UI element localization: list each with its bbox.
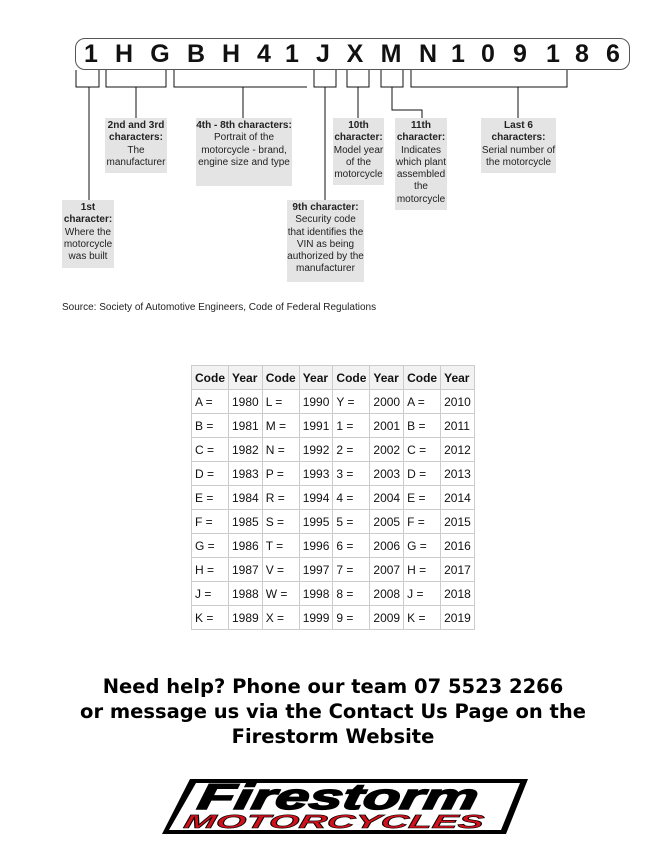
- year-cell: 1980: [229, 390, 263, 414]
- year-cell: 1998: [299, 582, 333, 606]
- label-text: Security code that identifies the VIN as being authorized by the manufacturer: [287, 214, 364, 275]
- label-10th-character: [333, 118, 384, 185]
- vin-character: 8: [575, 40, 589, 68]
- label-text: Portrait of the motorcycle - brand, engine size and type: [198, 132, 290, 168]
- code-cell: N =: [262, 438, 299, 462]
- year-cell: 1992: [299, 438, 333, 462]
- code-cell: 3 =: [333, 462, 370, 486]
- year-cell: 1988: [229, 582, 263, 606]
- label-text: Model year of the motorcycle: [333, 144, 384, 181]
- vin-character: M: [380, 40, 402, 68]
- year-cell: 1984: [229, 486, 263, 510]
- code-cell: D =: [192, 462, 229, 486]
- label-2nd-3rd-characters: [105, 118, 167, 173]
- code-cell: L =: [262, 390, 299, 414]
- vin-character: N: [418, 40, 438, 68]
- code-cell: 4 =: [333, 486, 370, 510]
- column-header: Code: [262, 366, 299, 390]
- year-cell: 1994: [299, 486, 333, 510]
- year-cell: 2004: [370, 486, 404, 510]
- year-cell: 2000: [370, 390, 404, 414]
- vin-character: 9: [513, 40, 527, 68]
- code-cell: X =: [262, 606, 299, 630]
- table-row: [192, 486, 475, 510]
- year-cell: 1989: [229, 606, 263, 630]
- column-header: Year: [299, 366, 333, 390]
- help-message: [0, 674, 666, 749]
- year-cell: 2017: [441, 558, 475, 582]
- code-cell: J =: [192, 582, 229, 606]
- code-cell: J =: [404, 582, 441, 606]
- column-header: Code: [333, 366, 370, 390]
- vin-character: 1: [285, 40, 299, 68]
- source-note: Source: Society of Automotive Engineers, Code of Federal Regulations: [62, 302, 377, 313]
- year-cell: 2009: [370, 606, 404, 630]
- year-cell: 2014: [441, 486, 475, 510]
- table-row: [192, 438, 475, 462]
- help-line-3: Firestorm Website: [231, 725, 435, 748]
- label-text: Serial number of the motorcycle: [481, 144, 556, 168]
- year-cell: 2011: [441, 414, 475, 438]
- year-cell: 1987: [229, 558, 263, 582]
- year-cell: 2002: [370, 438, 404, 462]
- vin-character: 6: [606, 40, 620, 68]
- label-last-6-characters: [481, 118, 556, 173]
- year-cell: 2001: [370, 414, 404, 438]
- label-4th-8th-characters: [196, 118, 292, 186]
- year-cell: 2013: [441, 462, 475, 486]
- label-text: Where the motorcycle was built: [63, 226, 113, 263]
- year-cell: 2016: [441, 534, 475, 558]
- column-header: Year: [370, 366, 404, 390]
- help-line-2: or message us via the Contact Us Page on the: [80, 700, 586, 723]
- code-cell: S =: [262, 510, 299, 534]
- year-cell: 1995: [299, 510, 333, 534]
- code-cell: G =: [192, 534, 229, 558]
- year-cell: 1985: [229, 510, 263, 534]
- year-cell: 1983: [229, 462, 263, 486]
- label-9th-character: [287, 200, 364, 282]
- code-cell: A =: [404, 390, 441, 414]
- code-cell: 1 =: [333, 414, 370, 438]
- vin-character: H: [114, 40, 134, 68]
- vin-character: X: [346, 40, 364, 68]
- code-cell: D =: [404, 462, 441, 486]
- year-cell: 2018: [441, 582, 475, 606]
- code-cell: H =: [404, 558, 441, 582]
- label-title: 10th character:: [334, 120, 383, 144]
- code-cell: E =: [192, 486, 229, 510]
- vin-character: J: [316, 40, 330, 68]
- vin-character: 0: [481, 40, 495, 68]
- year-cell: 1993: [299, 462, 333, 486]
- code-cell: F =: [404, 510, 441, 534]
- code-cell: K =: [192, 606, 229, 630]
- year-cell: 1991: [299, 414, 333, 438]
- code-cell: A =: [192, 390, 229, 414]
- label-title: 1st character:: [63, 202, 113, 226]
- code-cell: B =: [404, 414, 441, 438]
- label-11th-character: [395, 118, 447, 210]
- label-title: Last 6 characters:: [491, 120, 546, 144]
- year-cell: 2007: [370, 558, 404, 582]
- vin-character: 4: [257, 40, 271, 68]
- table-row: [192, 462, 475, 486]
- code-cell: Y =: [333, 390, 370, 414]
- year-cell: 1982: [229, 438, 263, 462]
- column-header: Year: [441, 366, 475, 390]
- code-cell: M =: [262, 414, 299, 438]
- label-text: The manufacturer: [106, 144, 166, 168]
- year-cell: 2015: [441, 510, 475, 534]
- table-row: [192, 414, 475, 438]
- code-cell: P =: [262, 462, 299, 486]
- code-cell: R =: [262, 486, 299, 510]
- year-cell: 1996: [299, 534, 333, 558]
- code-cell: K =: [404, 606, 441, 630]
- year-cell: 2019: [441, 606, 475, 630]
- vin-character: B: [186, 40, 206, 68]
- code-cell: E =: [404, 486, 441, 510]
- code-cell: 7 =: [333, 558, 370, 582]
- vin-character: 1: [451, 40, 465, 68]
- label-title: 11th character:: [396, 120, 446, 144]
- column-header: Code: [404, 366, 441, 390]
- vin-character: 1: [84, 40, 98, 68]
- code-cell: C =: [404, 438, 441, 462]
- year-cell: 2005: [370, 510, 404, 534]
- year-cell: 1986: [229, 534, 263, 558]
- firestorm-logo: [162, 776, 532, 838]
- help-line-1: Need help? Phone our team 07 5523 2266: [102, 675, 564, 698]
- year-cell: 1981: [229, 414, 263, 438]
- code-cell: H =: [192, 558, 229, 582]
- vin-character: H: [221, 40, 241, 68]
- logo-firestorm-text: Firestorm: [194, 776, 368, 817]
- year-cell: 1990: [299, 390, 333, 414]
- year-cell: 1997: [299, 558, 333, 582]
- code-cell: 5 =: [333, 510, 370, 534]
- year-cell: 2010: [441, 390, 475, 414]
- code-cell: 8 =: [333, 582, 370, 606]
- code-cell: V =: [262, 558, 299, 582]
- label-text: Indicates which plant assembled the motorcycle: [395, 144, 447, 205]
- table-row: [192, 606, 475, 630]
- year-cell: 2006: [370, 534, 404, 558]
- table-row: [192, 510, 475, 534]
- code-cell: T =: [262, 534, 299, 558]
- label-1st-character: [62, 200, 114, 268]
- year-cell: 2008: [370, 582, 404, 606]
- code-cell: F =: [192, 510, 229, 534]
- year-cell: 1999: [299, 606, 333, 630]
- year-cell: 2003: [370, 462, 404, 486]
- code-cell: 2 =: [333, 438, 370, 462]
- table-row: [192, 558, 475, 582]
- code-cell: C =: [192, 438, 229, 462]
- label-title: 2nd and 3rd characters:: [107, 120, 165, 144]
- code-cell: W =: [262, 582, 299, 606]
- model-year-table: [191, 365, 475, 630]
- table-row: [192, 534, 475, 558]
- code-cell: G =: [404, 534, 441, 558]
- logo-motorcycles-text: MOTORCYCLES: [181, 812, 333, 833]
- table-row: [192, 582, 475, 606]
- column-header: Year: [229, 366, 263, 390]
- code-cell: 6 =: [333, 534, 370, 558]
- vin-character: G: [150, 40, 170, 68]
- label-title: 9th character:: [292, 202, 359, 213]
- code-cell: B =: [192, 414, 229, 438]
- label-title: 4th - 8th characters:: [196, 120, 292, 131]
- vin-character: 1: [546, 40, 560, 68]
- year-cell: 2012: [441, 438, 475, 462]
- column-header: Code: [192, 366, 229, 390]
- table-row: [192, 390, 475, 414]
- code-cell: 9 =: [333, 606, 370, 630]
